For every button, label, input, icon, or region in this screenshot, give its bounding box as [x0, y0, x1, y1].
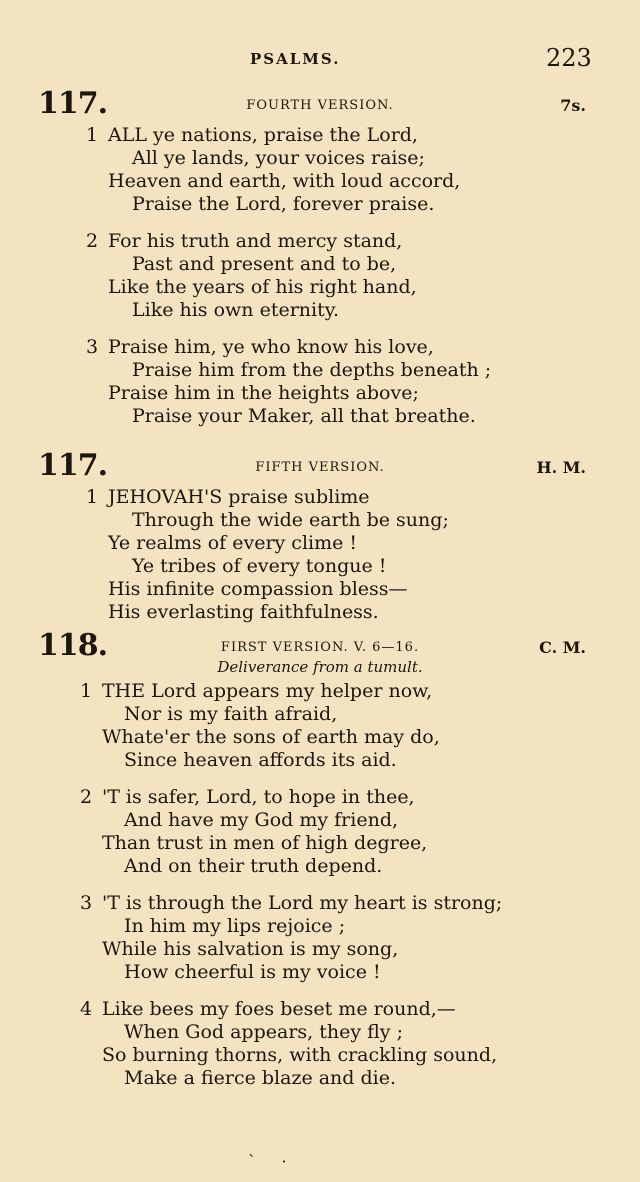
stanza [0, 230, 640, 322]
hymn-meter: 7s. [560, 96, 586, 115]
hymn-number: 117. [38, 86, 108, 121]
printer-marks: ` · [248, 1152, 287, 1171]
stanza-number: 3 [80, 892, 93, 914]
hymn-117-fourth-version [0, 86, 640, 442]
verse-line: When God appears, they fly ; [124, 1021, 403, 1043]
verse-line: And have my God my friend, [124, 809, 399, 831]
stanza [0, 998, 640, 1090]
stanza-number: 1 [80, 680, 93, 702]
stanza [0, 124, 640, 216]
hymn-meter: H. M. [536, 458, 586, 477]
verse-line: Praise the Lord, forever praise. [132, 193, 435, 215]
verse-line: Past and present and to be, [132, 253, 397, 275]
verse-line: While his salvation is my song, [102, 938, 399, 960]
verse-line: Ye realms of every clime ! [108, 532, 358, 554]
verse-line: 3 Praise him, ye who know his love, [86, 336, 434, 358]
verse-line: 1 THE Lord appears my helper now, [80, 680, 433, 702]
verse-line: Nor is my faith afraid, [124, 703, 338, 725]
verse-line: Praise your Maker, all that breathe. [132, 405, 476, 427]
stanza-number: 1 [86, 124, 99, 146]
verse-line: His infinite compassion bless— [108, 578, 408, 600]
stanza [0, 680, 640, 772]
hymn-header [0, 86, 640, 124]
stanza-number: 1 [86, 486, 99, 508]
stanza-number: 4 [80, 998, 93, 1020]
stanza [0, 892, 640, 984]
stanza [0, 336, 640, 428]
stanza [0, 786, 640, 878]
verse-line: Than trust in men of high degree, [102, 832, 428, 854]
hymn-version: FOURTH VERSION. [246, 98, 394, 113]
verse-line: So burning thorns, with crackling sound, [102, 1044, 498, 1066]
hymn-header [0, 628, 640, 666]
verse-line: His everlasting faithfulness. [108, 601, 379, 623]
verse-line: 4 Like bees my foes beset me round,— [80, 998, 456, 1020]
hymn-header [0, 448, 640, 486]
stanza-number: 3 [86, 336, 99, 358]
verse-line: Like the years of his right hand, [108, 276, 417, 298]
verse-line: Whate'er the sons of earth may do, [102, 726, 440, 748]
verse-line: 1 ALL ye nations, praise the Lord, [86, 124, 418, 146]
hymn-117-fifth-version [0, 448, 640, 638]
hymn-subtitle: Deliverance from a tumult. [217, 658, 423, 676]
verse-line: Ye tribes of every tongue ! [132, 555, 387, 577]
verse-line: 3 'T is through the Lord my heart is strong; [80, 892, 503, 914]
verse-line: And on their truth depend. [124, 855, 383, 877]
hymn-meter: C. M. [539, 638, 586, 657]
verse-line: Through the wide earth be sung; [132, 509, 449, 531]
hymn-118-first-version [0, 628, 640, 1104]
page-number: 223 [546, 44, 592, 72]
verse-line: In him my lips rejoice ; [124, 915, 346, 937]
stanza-number: 2 [80, 786, 93, 808]
verse-line: Praise him in the heights above; [108, 382, 419, 404]
verse-line: Praise him from the depths beneath ; [132, 359, 492, 381]
hymn-number: 117. [38, 448, 108, 483]
verse-line: Since heaven affords its aid. [124, 749, 397, 771]
stanza-number: 2 [86, 230, 99, 252]
hymn-number: 118. [38, 628, 108, 663]
verse-line: How cheerful is my voice ! [124, 961, 381, 983]
verse-line: Heaven and earth, with loud accord, [108, 170, 461, 192]
verse-line: Like his own eternity. [132, 299, 339, 321]
verse-line: Make a fierce blaze and die. [124, 1067, 397, 1089]
running-head [0, 44, 640, 74]
hymn-version: FIRST VERSION. V. 6—16. [220, 640, 420, 655]
running-title: PSALMS. [250, 50, 341, 68]
verse-line: 2 'T is safer, Lord, to hope in thee, [80, 786, 415, 808]
verse-line: 2 For his truth and mercy stand, [86, 230, 403, 252]
verse-line: 1 JEHOVAH'S praise sublime [86, 486, 370, 508]
stanza [0, 486, 640, 624]
verse-line: All ye lands, your voices raise; [132, 147, 425, 169]
hymn-version: FIFTH VERSION. [255, 460, 385, 475]
